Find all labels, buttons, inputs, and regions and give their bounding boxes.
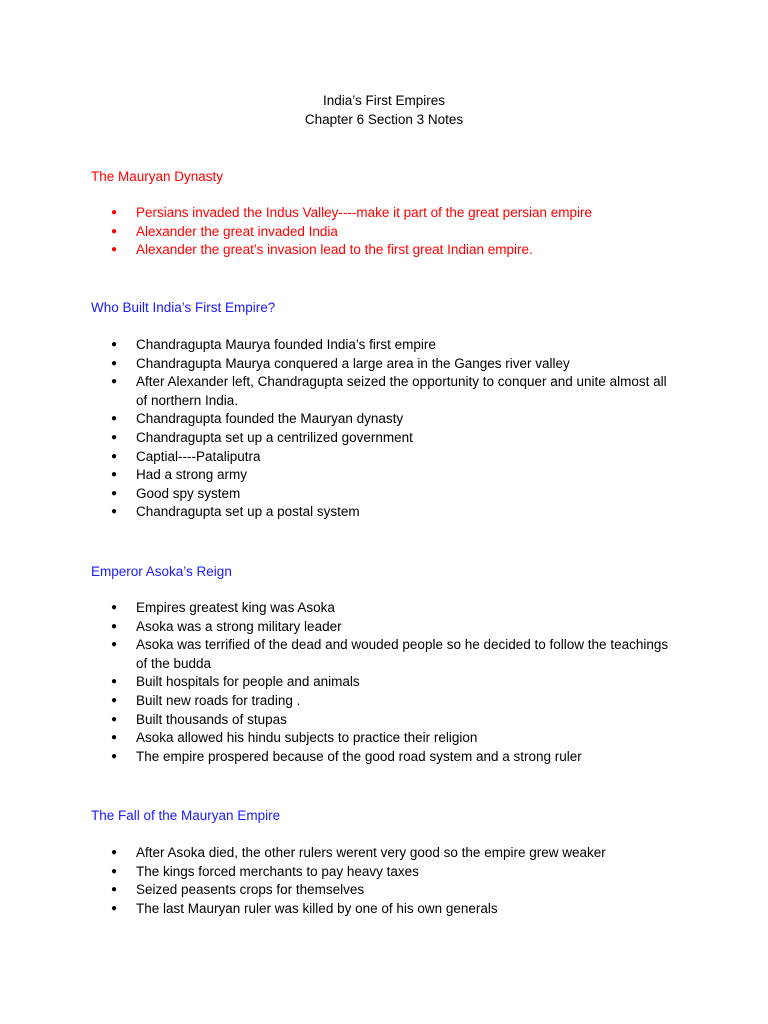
bullet-icon: ● xyxy=(111,339,118,350)
bullet-icon: ● xyxy=(111,602,118,613)
list-item-text: Chandragupta founded the Mauryan dynasty xyxy=(136,411,404,427)
bullet-icon: ● xyxy=(111,847,118,858)
list-item xyxy=(91,900,676,919)
bullet-icon: ● xyxy=(111,676,118,688)
bullet-icon: ● xyxy=(111,620,118,632)
list-item-text: Chandragupta Maurya conquered a large area in the Ganges river valley xyxy=(136,355,570,371)
bullet-list xyxy=(91,599,691,766)
list-item-text: Asoka allowed his hindu subjects to practice their religion xyxy=(136,730,478,746)
bullet-icon: ● xyxy=(111,732,118,744)
list-item xyxy=(91,748,676,767)
bullet-icon: ● xyxy=(111,506,118,518)
list-item xyxy=(91,429,676,448)
list-item xyxy=(91,692,676,711)
list-item xyxy=(91,599,676,618)
list-item xyxy=(91,711,676,730)
bullet-icon: ● xyxy=(111,244,118,256)
list-item-text: Built hospitals for people and animals xyxy=(136,674,360,690)
document-title: India’s First Empires xyxy=(322,93,446,108)
bullet-icon: ● xyxy=(111,713,118,725)
list-item-text: Asoka was terrified of the dead and wouded people so he decided to follow the teachings of the budda xyxy=(136,637,669,671)
list-item xyxy=(91,466,676,485)
section-heading: Who Built India’s First Empire? xyxy=(91,300,276,315)
list-item-text: Alexander the great invaded India xyxy=(136,223,338,239)
list-item xyxy=(91,410,676,429)
list-item-text: Persians invaded the Indus Valley----make it part of the great persian empire xyxy=(136,205,592,220)
list-item-text: After Asoka died, the other rulers werent very good so the empire grew weaker xyxy=(136,845,606,860)
bullet-icon: ● xyxy=(111,750,118,762)
section-who-built-empire xyxy=(91,298,691,522)
bullet-icon: ● xyxy=(111,207,118,218)
list-item xyxy=(91,729,676,748)
bullet-icon: ● xyxy=(111,902,118,914)
document-subtitle: Chapter 6 Section 3 Notes xyxy=(304,112,464,127)
list-item-text: Alexander the great’s invasion lead to the first great Indian empire. xyxy=(136,242,533,258)
list-item-text: The last Mauryan ruler was killed by one of his own generals xyxy=(136,900,498,916)
list-item xyxy=(91,863,676,882)
list-item xyxy=(91,503,676,522)
list-item-text: The kings forced merchants to pay heavy taxes xyxy=(136,863,419,879)
list-item-text: Seized peasents crops for themselves xyxy=(136,882,365,898)
list-item xyxy=(91,673,676,692)
bullet-icon: ● xyxy=(111,469,118,481)
list-item-text: After Alexander left, Chandragupta seized the opportunity to conquer and unite almost all of northern India. xyxy=(136,374,667,408)
list-item xyxy=(91,355,676,374)
bullet-icon: ● xyxy=(111,431,118,443)
list-item-text: Chandragupta Maurya founded India’s first empire xyxy=(136,337,436,352)
list-item-text: Chandragupta set up a postal system xyxy=(136,504,360,520)
bullet-icon: ● xyxy=(111,865,118,877)
bullet-icon: ● xyxy=(111,694,118,706)
list-item-text: The empire prospered because of the good road system and a strong ruler xyxy=(136,748,582,764)
list-item xyxy=(91,373,676,410)
list-item xyxy=(91,636,676,673)
bullet-icon: ● xyxy=(111,450,118,462)
list-item xyxy=(91,204,676,223)
bullet-icon: ● xyxy=(111,225,118,237)
list-item-text: Had a strong army xyxy=(136,467,248,483)
list-item-text: Empires greatest king was Asoka xyxy=(136,600,335,615)
list-item xyxy=(91,336,676,355)
list-item xyxy=(91,223,676,242)
bullet-icon: ● xyxy=(111,639,118,651)
bullet-list xyxy=(91,336,691,522)
list-item xyxy=(91,448,676,467)
section-heading: Emperor Asoka’s Reign xyxy=(91,564,232,579)
bullet-list xyxy=(91,204,691,260)
bullet-icon: ● xyxy=(111,376,118,388)
list-item-text: Good spy system xyxy=(136,485,241,501)
list-item xyxy=(91,618,676,637)
list-item-text: Asoka was a strong military leader xyxy=(136,618,342,634)
section-heading: The Fall of the Mauryan Empire xyxy=(91,808,281,823)
title-block xyxy=(0,91,768,129)
list-item-text: Chandragupta set up a centrilized government xyxy=(136,429,413,445)
section-heading: The Mauryan Dynasty xyxy=(91,169,224,184)
list-item xyxy=(91,844,676,863)
list-item xyxy=(91,881,676,900)
list-item-text: Captial----Pataliputra xyxy=(136,448,261,464)
list-item xyxy=(91,241,676,260)
bullet-icon: ● xyxy=(111,487,118,499)
bullet-icon: ● xyxy=(111,413,118,425)
list-item-text: Built thousands of stupas xyxy=(136,711,287,727)
list-item-text: Built new roads for trading . xyxy=(136,692,301,708)
bullet-icon: ● xyxy=(111,357,118,369)
list-item xyxy=(91,485,676,504)
bullet-icon: ● xyxy=(111,884,118,896)
section-asoka-reign xyxy=(91,562,691,766)
bullet-list xyxy=(91,844,691,918)
section-fall-of-empire xyxy=(91,806,691,918)
section-mauryan-dynasty xyxy=(91,167,691,260)
